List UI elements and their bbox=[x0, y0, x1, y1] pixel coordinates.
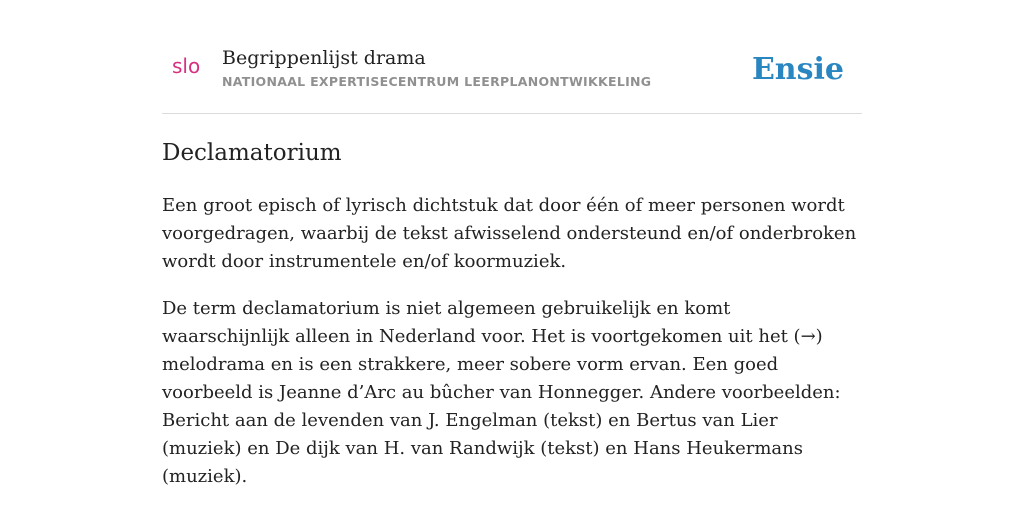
explanation-paragraph: De term declamatorium is niet algemeen gebruikelijk en komt waarschijnlijk alleen in Nederland voor. Het is voortgekomen uit het (→) melodrama en is een strakkere, meer sobere vorm ervan. Een goed voorbeeld is Jeanne d’Arc au bûcher van Honnegger. Andere voorbeelden: Bericht aan de levenden van J. Engelman (tekst) en Bertus van Lier (muziek) en De dijk van H. van Randwijk (tekst) en Hans Heukermans (muziek). bbox=[162, 298, 841, 487]
header bbox=[162, 40, 862, 114]
glossary-title[interactable]: Begrippenlijst drama bbox=[222, 47, 426, 69]
page bbox=[162, 40, 862, 491]
ensie-logo[interactable]: Ensie bbox=[751, 52, 844, 87]
term-heading: Declamatorium bbox=[162, 140, 342, 166]
header-titles bbox=[222, 46, 651, 90]
slo-logo[interactable]: slo bbox=[172, 54, 201, 78]
definition-paragraph: Een groot episch of lyrisch dichtstuk dat door één of meer personen wordt voorgedragen, waarbij de tekst afwisselend ondersteund en/of onderbroken wordt door instrumentele en/of koormuziek. bbox=[162, 195, 857, 272]
publisher-subtitle: NATIONAAL EXPERTISECENTRUM LEERPLANONTWIKKELING bbox=[222, 74, 652, 89]
